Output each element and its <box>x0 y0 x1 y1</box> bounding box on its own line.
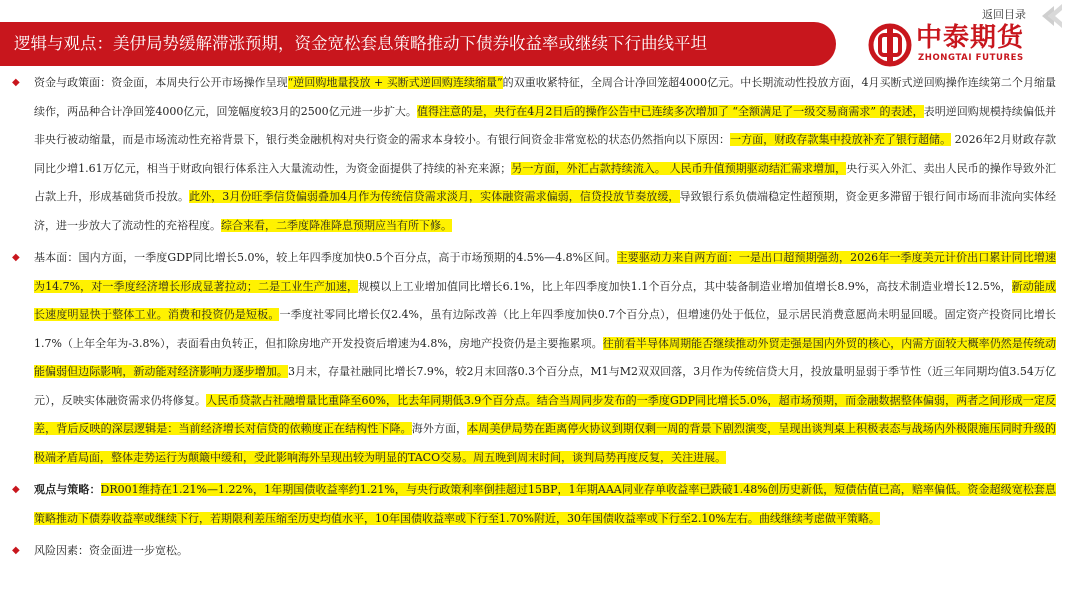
paragraph-risk-factors <box>12 537 1056 566</box>
report-content <box>12 70 1056 566</box>
highlighted-text: 值得注意的是，央行在4月2日后的操作公告中已连续多次增加了 “全额满足了一级交易商需求” 的表述， <box>416 104 924 118</box>
body-text: 风险因素：资金面进一步宽松。 <box>34 544 188 557</box>
diamond-bullet-icon: ◆ <box>12 545 20 556</box>
highlighted-text: 另一方面，外汇占款持续流入。 人民币升值预期驱动结汇需求增加， <box>511 161 847 175</box>
paragraph-liquidity-policy <box>12 69 1056 240</box>
highlighted-text: 往前看半导体周期能否继续推动外贸走强是国内外贸的核心，内需方面较大概率仍然是传统动能偏弱但边际影响，新动能对经济影响力逐步增加。 <box>34 336 1056 378</box>
logo-english-name: ZHONGTAI FUTURES <box>918 53 1024 63</box>
body-text: 资金与政策面：资金面，本周央行公开市场操作呈现 <box>34 76 288 89</box>
highlighted-text: 新动能成长速度明显快于整体工业。消费和投资仍是短板。 <box>34 279 1056 321</box>
body-text: 的双重收紧特征，全周合计净回笼超4000亿元。中长期流动性投放方面，4月买断式逆回购操作连续第二个月缩量续作，两品种合计净回笼4000亿元，回笼幅度较3月的2500亿元进一步扩大。 <box>34 76 1056 118</box>
highlighted-text: 人民币贷款占社融增量比重降至60%，比去年同期低3.9个百分点。结合当周同步发布的一季度GDP同比增长5.0%，超市场预期，而金融数据整体偏弱，两者之间形成一定反差，背后反映的深层逻辑是：当前经济增长对信贷的依赖度正在结构性下降。 <box>34 393 1056 435</box>
highlighted-text: 此外，3月份旺季信贷偏弱叠加4月作为传统信贷需求淡月，实体融资需求偏弱，信贷投放节奏放缓， <box>189 190 680 203</box>
paragraph-view-strategy <box>12 476 1056 533</box>
body-text: 观点与策略： <box>34 483 101 496</box>
body-text: 3月末，存量社融同比增长7.9%，较2月末回落0.3个百分点，M1与M2双双回落，3月作为传统信贷大月，投放量明显弱于季节性（近三年同期均值3.54万亿元），反映实体融资需求仍将修复。 <box>34 365 1057 407</box>
body-text: 规模以上工业增加值同比增长6.1%，比上年四季度加快1.1个百分点，其中装备制造业增加值增长8.9%，高技术制造业增长12.5%， <box>358 279 1012 293</box>
highlighted-text: 综合来看，二季度降准降息预期应当有所下修。 <box>221 218 452 232</box>
body-text: 央行买入外汇、卖出人民币的操作导致外汇占款上升，形成基础货币投放。 <box>34 161 1056 203</box>
paragraph-fundamentals <box>12 244 1056 472</box>
diamond-bullet-icon: ◆ <box>12 77 20 88</box>
back-to-contents-link[interactable]: 返回目录 <box>982 8 1026 21</box>
highlighted-text: 一方面，财政存款集中投放补充了银行超储。 <box>730 133 952 146</box>
body-text: 导致银行系负债端稳定性超预期，资金更多滞留于银行间市场而非流向实体经济，进一步放大了流动性的充裕程度。 <box>34 190 1057 232</box>
highlighted-text: 主要驱动力来自两方面：一是出口超预期强劲，2026年一季度美元计价出口累计同比增速为14.7%，对一季度经济增长形成显著拉动； <box>34 251 1056 293</box>
logo-chinese-name: 中泰期货 <box>916 23 1025 53</box>
highlighted-text: 本周美伊局势在距离停火协议到期仅剩一周的背景下剧烈演变，呈现出谈判桌上积极表态与战场内外极限施压同时升级的极端矛盾局面，整体走势运行为颠簸中缓和，受此影响海外呈现出较为明显的TACO交易。周五晚到周末时间，谈判局势再度反复，关注进展。 <box>34 422 1057 464</box>
highlighted-text: DR001维持在1.21%—1.22%，1年期国债收益率约1.21%，与央行政策利率倒挂超过15BP，1年期AAA同业存单收益率已跌破1.48%创历史新低，短债估值已高，赔率偏低。资金超级宽松套息策略推动下债券收益率或继续下行，若期限利差压缩至历史均值水平，10年国债收益率或下行至1.70%附近，30年国债收益率或下行至2.10%左右。曲线继续考虑做平策略。 <box>34 483 1057 525</box>
body-text: 一季度社零同比增长仅2.4%，虽有边际改善（比上年四季度加快0.7个百分点），但增速仍处于低位，显示居民消费意愿尚未明显回暖。固定资产投资同比增长1.7%（上年全年为-3.8%），表面看由负转正，但扣除房地产开发投资后增速为4.8%，房地产投资仍是主要拖累项。 <box>34 308 1057 350</box>
highlighted-text: “逆回购地量投放 + 买断式逆回购连续缩量” <box>287 76 503 89</box>
body-text: 海外方面， <box>411 422 468 435</box>
body-text: 2026年2月财政存款同比少增1.61万亿元，相当于财政向银行体系注入大量流动性，为资金面提供了持续的补充来源； <box>34 133 1057 175</box>
diamond-bullet-icon: ◆ <box>12 252 20 263</box>
body-text: 表明逆回购规模持续偏低并非央行被动缩量，而是市场流动性充裕背景下，银行类金融机构对央行资金的需求本身较小。有银行间资金非常宽松的状态仍然指向以下原因： <box>34 104 1057 146</box>
body-text: 基本面：国内方面，一季度GDP同比增长5.0%，较上年四季度加快0.5个百分点，高于市场预期的4.5%—4.8%区间。 <box>34 251 617 264</box>
company-logo <box>868 22 1038 68</box>
back-arrow-icon[interactable] <box>1040 2 1064 30</box>
highlighted-text: 二是工业生产加速， <box>257 279 359 293</box>
zhongtai-logo-icon <box>868 23 912 67</box>
diamond-bullet-icon: ◆ <box>12 484 20 495</box>
page-title: 逻辑与观点：美伊局势缓解滞涨预期，资金宽松套息策略推动下债券收益率或继续下行曲线平坦 <box>14 34 707 53</box>
